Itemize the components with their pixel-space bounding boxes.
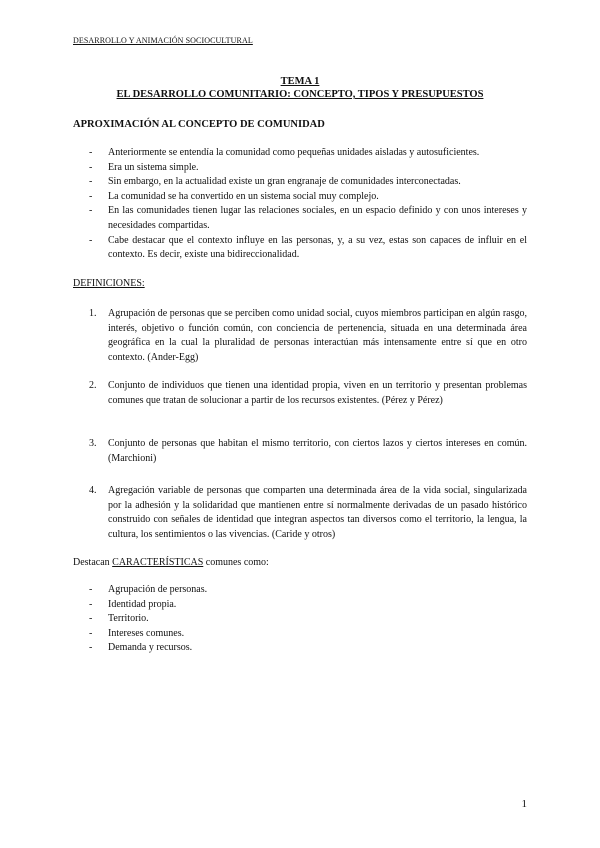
topic-number: TEMA 1	[280, 76, 320, 87]
definition-1	[89, 307, 527, 365]
definition-item	[89, 437, 527, 466]
concept-list	[89, 146, 527, 263]
dash-bullet: -	[89, 584, 93, 595]
running-header: DESARROLLO Y ANIMACIÓN SOCIOCULTURAL	[73, 36, 253, 45]
list-item	[89, 146, 527, 161]
topic-title: EL DESARROLLO COMUNITARIO: CONCEPTO, TIPOS Y PRESUPUESTOS	[116, 89, 484, 100]
dash-bullet: -	[89, 613, 93, 625]
list-item-text: Anteriormente se entendía la comunidad como pequeñas unidades aisladas y autosuficientes.	[108, 147, 480, 158]
definitions-heading: DEFINICIONES:	[73, 278, 145, 289]
dash-bullet: -	[89, 190, 93, 202]
definition-number: 3.	[89, 438, 97, 449]
page-number: 1	[521, 798, 527, 810]
definition-item	[89, 307, 527, 365]
dash-bullet: -	[89, 147, 93, 158]
list-item	[89, 234, 527, 263]
definition-item	[89, 484, 527, 542]
list-item	[89, 161, 527, 176]
list-item-text: Identidad propia.	[108, 598, 177, 610]
definition-text: Agregación variable de personas que comparten una determinada área de la vida social, singularizada por la adhesión y la solidaridad que mantienen entre sí normalmente derivadas de un pasado histórico construido con señales de identidad que integran aspectos tan diversos como el territorio, la lengua, la cultura, los sentimientos o las vivencias. (Caride y otros)	[108, 485, 527, 540]
list-item-text: Demanda y recursos.	[108, 642, 193, 654]
list-item-text: La comunidad se ha convertido en un sistema social muy complejo.	[108, 190, 379, 202]
list-item	[89, 204, 527, 233]
definition-number: 2.	[89, 380, 97, 391]
list-item-text: En las comunidades tienen lugar las relaciones sociales, en un espacio definido y con unos intereses y necesidades compartidas.	[108, 205, 527, 231]
dash-bullet: -	[89, 176, 93, 188]
definition-number: 4.	[89, 485, 97, 496]
dash-bullet: -	[89, 598, 93, 610]
dash-bullet: -	[89, 234, 93, 246]
list-item	[89, 612, 527, 627]
list-item-text: Agrupación de personas.	[108, 584, 208, 595]
definition-4	[89, 484, 527, 542]
list-item-text: Era un sistema simple.	[108, 161, 199, 173]
list-item	[89, 641, 527, 656]
list-item	[89, 175, 527, 190]
list-item	[89, 583, 527, 598]
list-item-text: Territorio.	[108, 613, 149, 625]
definition-text: Conjunto de individuos que tienen una identidad propia, viven en un territorio y presentan problemas comunes que tratan de solucionar a partir de los recursos existentes. (Pérez y Pérez)	[108, 380, 527, 406]
list-item	[89, 627, 527, 642]
list-item	[89, 598, 527, 613]
definition-text: Agrupación de personas que se perciben como unidad social, cuyos miembros participan en algún rasgo, interés, objetivo o función común, con conciencia de pertenencia, situada en una determinada área geográfica en la cual la pluralidad de personas interactúan más intensamente entre sí que en otro contexto. (Ander-Egg)	[108, 308, 527, 363]
intro-suffix: comunes como:	[205, 557, 269, 568]
definition-item	[89, 379, 527, 408]
definition-number: 1.	[89, 308, 97, 319]
title-block	[73, 75, 527, 101]
intro-prefix: Destacan	[73, 557, 110, 568]
dash-bullet: -	[89, 627, 93, 639]
definition-2	[89, 379, 527, 408]
dash-bullet: -	[89, 205, 93, 217]
list-item-text: Intereses comunes.	[108, 627, 185, 639]
definition-text: Conjunto de personas que habitan el mismo territorio, con ciertos lazos y ciertos intereses en común. (Marchioni)	[108, 438, 527, 464]
section-heading: APROXIMACIÓN AL CONCEPTO DE COMUNIDAD	[73, 119, 325, 130]
characteristics-list	[89, 583, 527, 656]
characteristics-keyword: CARACTERÍSTICAS	[112, 557, 204, 568]
list-item-text: Cabe destacar que el contexto influye en las personas, y, a su vez, estas son capaces de influir en el contexto. Es decir, existe una bidireccionalidad.	[108, 234, 527, 261]
definition-3	[89, 437, 527, 466]
dash-bullet: -	[89, 161, 93, 173]
dash-bullet: -	[89, 642, 93, 654]
list-item	[89, 190, 527, 205]
list-item-text: Sin embargo, en la actualidad existe un gran engranaje de comunidades interconectadas.	[108, 176, 461, 188]
characteristics-intro	[73, 556, 269, 571]
